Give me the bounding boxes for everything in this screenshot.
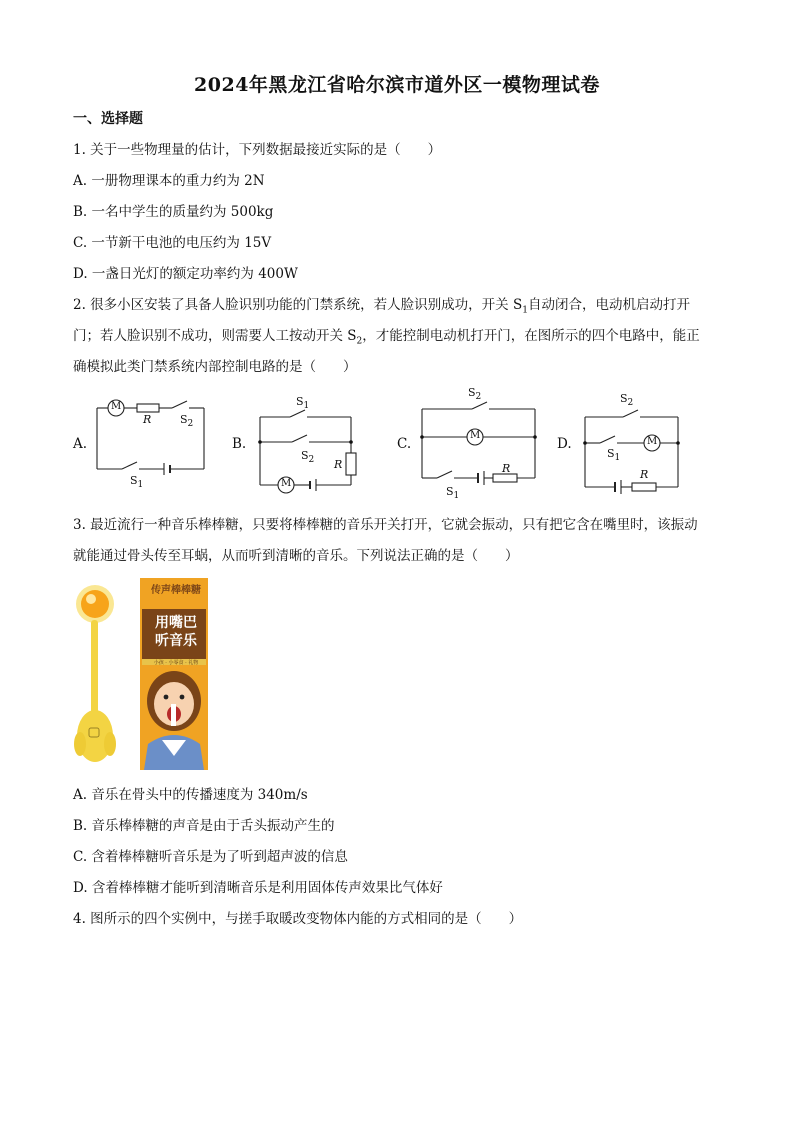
switch-s1-label-b: $S_1$ bbox=[296, 395, 310, 412]
q3-option-b: B. 音乐棒棒糖的声音是由于舌头振动产生的 bbox=[73, 818, 335, 834]
resistor-label-c: R bbox=[502, 462, 511, 475]
resistor-label-d: R bbox=[640, 468, 649, 481]
q4-stem: 4. 图所示的四个实例中，与搓手取暖改变物体内能的方式相同的是（ ） bbox=[73, 911, 523, 927]
q1-option-c: C. 一节新干电池的电压约为 15V bbox=[73, 235, 272, 251]
switch-s1-label-a: $S_1$ bbox=[130, 474, 144, 491]
circuit-b-label: B. bbox=[232, 436, 247, 452]
q1-stem: 1. 关于一些物理量的估计，下列数据最接近实际的是（ ） bbox=[73, 142, 442, 158]
q1-option-b: B. 一名中学生的质量约为 500kg bbox=[73, 204, 274, 220]
motor-symbol-c: M bbox=[470, 430, 481, 441]
package-brand-text: 传声棒棒糖 bbox=[151, 585, 201, 596]
q2-stem-line1: 2. 很多小区安装了具备人脸识别功能的门禁系统，若人脸识别成功，开关 $S_1$自动闭合，电动机启动打开 bbox=[73, 297, 690, 316]
q3-stem-line1: 3. 最近流行一种音乐棒棒糖，只要将棒棒糖的音乐开关打开，它就会振动，只有把它含在嘴里时，该振动 bbox=[73, 517, 698, 533]
motor-symbol-b: M bbox=[281, 478, 292, 489]
switch-s1-label-c: $S_1$ bbox=[446, 485, 460, 502]
q1-option-d: D. 一盏日光灯的额定功率约为 400W bbox=[73, 266, 298, 282]
circuit-a-label: A. bbox=[73, 436, 88, 452]
switch-s2-label-c: $S_2$ bbox=[468, 386, 482, 403]
package-headline-1: 用嘴巴 bbox=[155, 615, 197, 631]
q3-stem-line2: 就能通过骨头传至耳蜗，从而听到清晰的音乐。下列说法正确的是（ ） bbox=[73, 548, 519, 564]
section-heading: 一、选择题 bbox=[73, 111, 143, 127]
switch-s2-label-b: $S_2$ bbox=[301, 449, 315, 466]
page-title: 2024年黑龙江省哈尔滨市道外区一模物理试卷 bbox=[194, 74, 600, 96]
q2-circuit-diagrams bbox=[60, 385, 700, 500]
circuit-d-label: D. bbox=[557, 436, 572, 452]
package-tagline: 小孩 · 小零食 · 礼物 bbox=[153, 660, 199, 666]
circuit-d bbox=[585, 410, 678, 494]
q2-stem-line3: 确模拟此类门禁系统内部控制电路的是（ ） bbox=[73, 359, 357, 375]
motor-symbol-d: M bbox=[647, 436, 658, 447]
music-lollipop-image bbox=[70, 576, 210, 772]
resistor-label-b: R bbox=[334, 458, 343, 471]
q2-stem-line2: 门；若人脸识别不成功，则需要人工按动开关 $S_2$，才能控制电动机打开门，在图所示的四个电路中，能正 bbox=[73, 328, 700, 347]
package-headline-2: 听音乐 bbox=[155, 633, 197, 649]
switch-s2-label-d: $S_2$ bbox=[620, 392, 634, 409]
switch-s1-label-d: $S_1$ bbox=[607, 447, 621, 464]
q1-option-a: A. 一册物理课本的重力约为 2N bbox=[73, 173, 265, 189]
resistor-label-a: R bbox=[143, 413, 152, 426]
q3-option-c: C. 含着棒棒糖听音乐是为了听到超声波的信息 bbox=[73, 849, 348, 865]
motor-symbol-a: M bbox=[111, 401, 122, 412]
q3-option-d: D. 含着棒棒糖才能听到清晰音乐是利用固体传声效果比气体好 bbox=[73, 880, 443, 896]
circuit-c-label: C. bbox=[397, 436, 412, 452]
switch-s2-label-a: $S_2$ bbox=[180, 413, 194, 430]
q3-option-a: A. 音乐在骨头中的传播速度为 340m/s bbox=[73, 787, 308, 803]
